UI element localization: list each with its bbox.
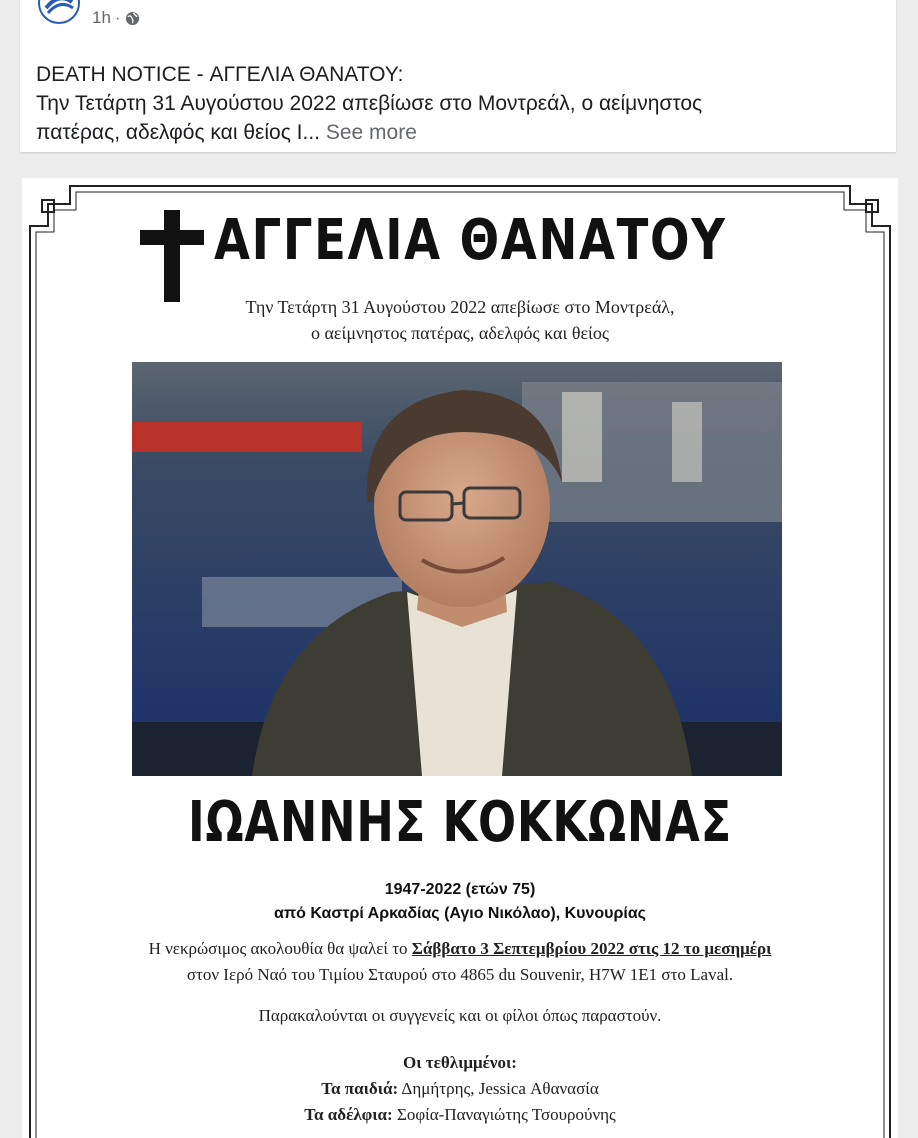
mourners-siblings	[22, 1102, 898, 1128]
children-label: Τα παιδιά:	[321, 1079, 399, 1098]
invitation: Παρακαλούνται οι συγγενείς και οι φίλοι όπως παραστούν.	[258, 1006, 662, 1025]
deceased-name	[22, 790, 898, 855]
service-place: στον Ιερό Ναό του Τιμίου Σταυρού στο 4865 du Souvenir, H7W 1E1 στο Laval.	[186, 965, 734, 984]
children-names: Δημήτρης, Jessica Αθανασία	[398, 1079, 599, 1098]
intro-line: Την Τετάρτη 31 Αυγούστου 2022 απεβίωσε στο Μοντρεάλ,	[245, 297, 675, 317]
funeral-service	[22, 936, 898, 988]
notice-intro	[22, 294, 898, 346]
post-card	[20, 0, 896, 152]
post-text-line: DEATH NOTICE - ΑΓΓΕΛΙΑ ΘΑΝΑΤΟΥ:	[36, 63, 404, 86]
service-prefix: Η νεκρώσιμος ακολουθία θα ψαλεί το	[148, 939, 412, 958]
deceased-name-text: ΙΩΑΝΝΗΣ ΚΟΚΚΩΝΑΣ	[188, 790, 732, 855]
post-text-line	[36, 118, 876, 147]
life-years: 1947-2022 (ετών 75)	[384, 881, 536, 898]
globe-icon	[125, 11, 140, 26]
mourners-heading: Οι τεθλιμμένοι:	[403, 1053, 517, 1072]
death-notice-image[interactable]	[22, 178, 898, 1138]
life-details	[22, 878, 898, 926]
siblings-names: Σοφία-Παναγιώτης Τσουρούνης	[392, 1105, 616, 1124]
siblings-label: Τα αδέλφια:	[304, 1105, 393, 1124]
post-timestamp[interactable]: 1h	[92, 8, 111, 27]
portrait-photo	[132, 362, 782, 776]
service-line	[22, 936, 898, 962]
mourners-children	[22, 1076, 898, 1102]
post-meta	[92, 8, 140, 28]
origin: από Καστρί Αρκαδίας (Αγιο Νικόλαο), Κυνουρίας	[274, 905, 646, 922]
post-text	[36, 60, 876, 147]
notice-heading: ΑΓΓΕΛΙΑ ΘΑΝΑΤΟΥ	[214, 208, 727, 273]
cross-icon	[140, 210, 204, 302]
post-text-truncated: πατέρας, αδελφός και θείος Ι...	[36, 121, 320, 144]
see-more-link[interactable]: See more	[325, 121, 417, 144]
service-date: Σάββατο 3 Σεπτεμβρίου 2022 στις 12 το μεσημέρι	[411, 939, 772, 958]
mourners	[22, 1050, 898, 1128]
page-avatar-icon[interactable]	[38, 0, 80, 24]
post-text-line: Την Τετάρτη 31 Αυγούστου 2022 απεβίωσε στο Μοντρεάλ, ο αείμνηστος	[36, 92, 703, 115]
notice-title	[22, 196, 898, 306]
intro-line: ο αείμνηστος πατέρας, αδελφός και θείος	[310, 323, 609, 343]
meta-separator: ·	[114, 8, 121, 27]
